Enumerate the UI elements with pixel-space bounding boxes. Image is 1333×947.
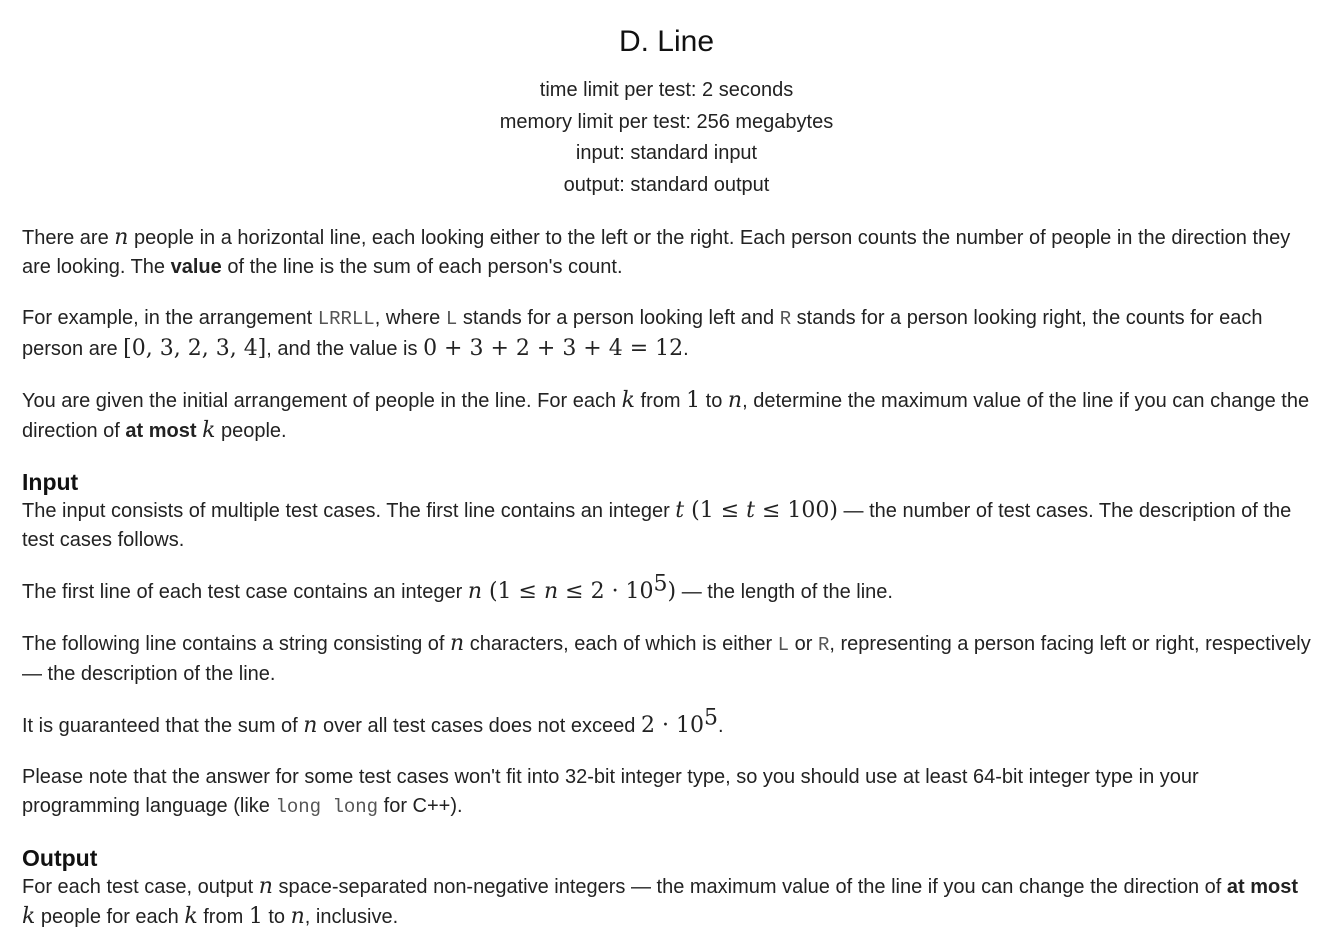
math-var: t [675,498,685,523]
bold-text: value [170,256,222,278]
text: — the number of test cases. The description of the test cases follows. [22,500,1292,551]
math-expression: ≤ 100) [754,498,838,523]
text: people for each [35,906,185,928]
input-spec: input: standard input [575,142,758,164]
text: , where [374,307,446,329]
text: , inclusive. [304,906,399,928]
text: from [197,906,249,928]
text: of the line is the sum of each person's count. [221,256,623,278]
code-text: L [445,308,458,330]
text: to [262,906,291,928]
text: For example, in the arrangement [22,307,318,329]
output-paragraph-1 [22,872,1311,932]
legend-paragraph-1 [22,223,1311,282]
math-expression: ≤ 2 · 10 [558,579,654,604]
math-var: n [467,579,482,604]
input-specification [22,468,1311,822]
time-limit: time limit per test: 2 seconds [539,79,794,101]
text: for C++). [378,795,463,817]
input-paragraph-4 [22,705,1311,741]
legend-paragraph-2 [22,304,1311,364]
code-text: R [779,308,792,330]
bold-text: at most [1226,876,1298,898]
math-expression: [0, 3, 2, 3, 4] [123,336,267,361]
text: stands for a person looking right, the counts for each person are [22,307,1263,360]
text: characters, each of which is either [464,633,778,655]
problem-legend [22,223,1311,446]
memory-limit: memory limit per test: 256 megabytes [499,110,834,133]
math-var: n [450,631,465,656]
math-expression: (1 ≤ [684,498,747,523]
math-var: n [303,713,318,738]
text: — the length of the line. [676,581,893,603]
math-number: 1 [686,388,701,413]
text: For each test case, output [22,876,259,898]
text: The following line contains a string consisting of [22,633,451,655]
math-var: n [114,225,129,250]
text: , representing a person facing left or right, respectively — the description of the line. [22,633,1311,685]
problem-title: D. Line [618,25,715,58]
text: people in a horizontal line, each looking either to the left or the right. Each person counts the number of people in the direction they are looking. The [22,227,1291,278]
text: . [717,715,724,737]
text: space-separated non-negative integers — the maximum value of the line if you can change the direction of [272,876,1227,898]
math-var: k [621,388,635,413]
math-superscript: 5 [703,705,718,731]
bold-text: at most [125,420,197,442]
code-text: long long [275,796,379,818]
math-var: n [727,388,743,413]
code-text: L [777,634,790,656]
math-var: n [290,904,305,929]
input-paragraph-2 [22,571,1311,607]
text: , determine the maximum value of the line if you can change the direction of [22,390,1310,442]
text: The first line of each test case contains an integer [22,581,468,603]
output-specification [22,844,1311,932]
code-text: LRRLL [317,308,375,330]
math-var: t [746,498,755,523]
math-expression: ) [667,579,677,604]
output-spec: output: standard output [563,173,770,196]
text: to [700,390,728,412]
math-expression: 0 + 3 + 2 + 3 + 4 = 12 [423,336,684,361]
math-number: 1 [248,904,263,929]
text: Please note that the answer for some test cases won't fit into 32-bit integer type, so you should use at least 64-bit integer type in your programming language (like [22,766,1199,817]
text: , and the value is [266,338,424,360]
input-paragraph-1 [22,496,1311,555]
text: The input consists of multiple test cases. The first line contains an integer [22,500,676,522]
input-section-title: Input [22,469,79,495]
text: from [635,390,687,412]
math-expression: 2 · 10 [640,713,704,738]
text: or [789,633,818,655]
text: people. [215,420,287,442]
math-var: k [202,418,216,443]
text: There are [22,227,115,249]
input-paragraph-5 [22,763,1311,822]
output-section-title: Output [22,845,98,871]
legend-paragraph-3 [22,386,1311,446]
math-var: k [22,904,36,929]
math-superscript: 5 [653,571,668,597]
code-text: R [817,634,830,656]
text: . [683,338,689,360]
math-var: k [184,904,198,929]
math-expression: (1 ≤ [481,579,544,604]
problem-header [22,0,1311,201]
math-var: n [543,579,559,604]
text: It is guaranteed that the sum of [22,715,304,737]
input-paragraph-3 [22,629,1311,689]
text: over all test cases does not exceed [317,715,641,737]
math-var: n [258,874,273,899]
text: You are given the initial arrangement of people in the line. For each [22,390,622,412]
text: stands for a person looking left and [457,307,780,329]
